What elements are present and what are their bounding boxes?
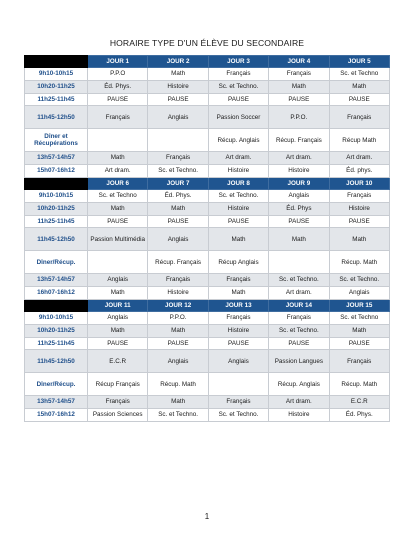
- subject-cell: PAUSE: [148, 337, 208, 350]
- day-header: JOUR 4: [269, 56, 329, 68]
- subject-cell: Français: [329, 106, 389, 129]
- time-slot-label: 9h10-10h15: [25, 311, 88, 324]
- table-row: [25, 202, 390, 215]
- subject-cell: Art dram.: [269, 396, 329, 409]
- table-row: [25, 106, 390, 129]
- subject-cell: Français: [208, 396, 268, 409]
- subject-cell: Math: [148, 396, 208, 409]
- subject-cell: Récup. Math: [148, 373, 208, 396]
- time-slot-label: 11h45-12h50: [25, 106, 88, 129]
- table-row: [25, 311, 390, 324]
- subject-cell: Histoire: [269, 165, 329, 178]
- subject-cell: Sc. et Techno: [329, 311, 389, 324]
- subject-cell: PAUSE: [329, 215, 389, 228]
- subject-cell: Art dram.: [269, 152, 329, 165]
- table-row: [25, 373, 390, 396]
- subject-cell: Art dram.: [269, 287, 329, 300]
- time-slot-label: 11h45-12h50: [25, 228, 88, 251]
- day-header: JOUR 10: [329, 177, 389, 189]
- table-row: [25, 274, 390, 287]
- subject-cell: Math: [148, 68, 208, 81]
- subject-cell: P.P.O: [88, 68, 148, 81]
- day-header: JOUR 8: [208, 177, 268, 189]
- subject-cell: Sc. et Techno.: [208, 189, 268, 202]
- table-row: [25, 409, 390, 422]
- header-corner-cell: [25, 299, 88, 311]
- subject-cell: PAUSE: [208, 93, 268, 106]
- subject-cell: Sc. et Techno.: [269, 274, 329, 287]
- subject-cell: E.C.R: [329, 396, 389, 409]
- subject-cell: P.P.O.: [148, 311, 208, 324]
- subject-cell: Math: [329, 228, 389, 251]
- subject-cell: Histoire: [329, 202, 389, 215]
- subject-cell: Sc. et Techno.: [148, 165, 208, 178]
- page-number: 1: [204, 512, 210, 521]
- subject-cell: Sc. et Techno.: [329, 274, 389, 287]
- subject-cell: Récup Anglais: [208, 251, 268, 274]
- time-slot-label: Dîner/Récup.: [25, 373, 88, 396]
- subject-cell: Sc. et Techno.: [269, 324, 329, 337]
- subject-cell: Français: [148, 274, 208, 287]
- subject-cell: Récup. Français: [269, 129, 329, 152]
- subject-cell: PAUSE: [269, 93, 329, 106]
- subject-cell: Histoire: [269, 409, 329, 422]
- time-slot-label: 11h25-11h45: [25, 337, 88, 350]
- subject-cell: Art dram.: [329, 152, 389, 165]
- subject-cell: Anglais: [88, 311, 148, 324]
- subject-cell: Histoire: [148, 80, 208, 93]
- subject-cell: PAUSE: [88, 337, 148, 350]
- subject-cell: Français: [269, 311, 329, 324]
- subject-cell: Anglais: [329, 287, 389, 300]
- subject-cell: Histoire: [208, 202, 268, 215]
- subject-cell: [269, 251, 329, 274]
- subject-cell: Math: [88, 324, 148, 337]
- day-header: JOUR 11: [88, 299, 148, 311]
- time-slot-label: Dîner/Récup.: [25, 251, 88, 274]
- subject-cell: PAUSE: [269, 215, 329, 228]
- time-slot-label: 9h10-10h15: [25, 68, 88, 81]
- subject-cell: Histoire: [208, 324, 268, 337]
- subject-cell: Français: [88, 396, 148, 409]
- table-row: [25, 228, 390, 251]
- table-row: [25, 350, 390, 373]
- time-slot-label: 11h25-11h45: [25, 215, 88, 228]
- subject-cell: PAUSE: [329, 93, 389, 106]
- day-header: JOUR 5: [329, 56, 389, 68]
- subject-cell: Récup Math: [329, 129, 389, 152]
- subject-cell: Anglais: [208, 350, 268, 373]
- time-slot-label: 10h20-11h25: [25, 80, 88, 93]
- time-slot-label: 9h10-10h15: [25, 189, 88, 202]
- subject-cell: Math: [148, 202, 208, 215]
- subject-cell: Math: [269, 80, 329, 93]
- subject-cell: Sc. et Techno: [88, 189, 148, 202]
- subject-cell: Math: [148, 324, 208, 337]
- subject-cell: Passion Sciences: [88, 409, 148, 422]
- subject-cell: Sc. et Techno.: [148, 409, 208, 422]
- subject-cell: Histoire: [148, 287, 208, 300]
- subject-cell: Français: [329, 350, 389, 373]
- table-row: [25, 80, 390, 93]
- subject-cell: Anglais: [148, 350, 208, 373]
- table-row: [25, 93, 390, 106]
- time-slot-label: 13h57-14h57: [25, 396, 88, 409]
- table-row: [25, 165, 390, 178]
- subject-cell: Anglais: [148, 228, 208, 251]
- subject-cell: Éd. Phys.: [148, 189, 208, 202]
- time-slot-label: 15h07-16h12: [25, 165, 88, 178]
- subject-cell: Anglais: [269, 189, 329, 202]
- time-slot-label: Dîner et Récupérations: [25, 129, 88, 152]
- header-corner-cell: [25, 177, 88, 189]
- subject-cell: Histoire: [208, 165, 268, 178]
- header-corner-cell: [25, 56, 88, 68]
- subject-cell: Récup. Math: [329, 251, 389, 274]
- subject-cell: Sc. et Techno: [329, 68, 389, 81]
- subject-cell: Math: [208, 287, 268, 300]
- subject-cell: Récup. Anglais: [208, 129, 268, 152]
- time-slot-label: 15h07-16h12: [25, 409, 88, 422]
- table-row: [25, 337, 390, 350]
- subject-cell: Anglais: [88, 274, 148, 287]
- subject-cell: Français: [208, 274, 268, 287]
- subject-cell: Français: [329, 189, 389, 202]
- day-header: JOUR 2: [148, 56, 208, 68]
- day-header: JOUR 9: [269, 177, 329, 189]
- subject-cell: Math: [208, 228, 268, 251]
- subject-cell: PAUSE: [208, 337, 268, 350]
- subject-cell: Passion Langues: [269, 350, 329, 373]
- page-title: HORAIRE TYPE D'UN ÉLÈVE DU SECONDAIRE: [109, 38, 305, 48]
- subject-cell: Math: [269, 228, 329, 251]
- table-row: [25, 129, 390, 152]
- subject-cell: Math: [329, 80, 389, 93]
- subject-cell: [148, 129, 208, 152]
- day-header: JOUR 6: [88, 177, 148, 189]
- time-slot-label: 10h20-11h25: [25, 202, 88, 215]
- subject-cell: Math: [329, 324, 389, 337]
- time-slot-label: 13h57-14h57: [25, 152, 88, 165]
- day-header-row: [25, 177, 390, 189]
- schedule-table: [24, 55, 390, 422]
- subject-cell: Français: [208, 68, 268, 81]
- time-slot-label: 10h20-11h25: [25, 324, 88, 337]
- subject-cell: Math: [88, 202, 148, 215]
- subject-cell: PAUSE: [148, 215, 208, 228]
- table-row: [25, 324, 390, 337]
- subject-cell: Éd. Phys.: [88, 80, 148, 93]
- subject-cell: Français: [269, 68, 329, 81]
- day-header-row: [25, 56, 390, 68]
- table-row: [25, 152, 390, 165]
- time-slot-label: 11h45-12h50: [25, 350, 88, 373]
- day-header: JOUR 14: [269, 299, 329, 311]
- subject-cell: Éd. Phys.: [329, 409, 389, 422]
- time-slot-label: 13h57-14h57: [25, 274, 88, 287]
- subject-cell: Français: [148, 152, 208, 165]
- day-header: JOUR 3: [208, 56, 268, 68]
- day-header: JOUR 12: [148, 299, 208, 311]
- day-header: JOUR 7: [148, 177, 208, 189]
- subject-cell: Français: [88, 106, 148, 129]
- subject-cell: PAUSE: [269, 337, 329, 350]
- subject-cell: PAUSE: [148, 93, 208, 106]
- time-slot-label: 11h25-11h45: [25, 93, 88, 106]
- subject-cell: PAUSE: [88, 93, 148, 106]
- subject-cell: Art dram.: [88, 165, 148, 178]
- subject-cell: Récup Français: [88, 373, 148, 396]
- day-header: JOUR 13: [208, 299, 268, 311]
- table-row: [25, 251, 390, 274]
- day-header: JOUR 1: [88, 56, 148, 68]
- subject-cell: Passion Soccer: [208, 106, 268, 129]
- subject-cell: Récup. Math: [329, 373, 389, 396]
- subject-cell: Anglais: [148, 106, 208, 129]
- table-row: [25, 189, 390, 202]
- table-row: [25, 215, 390, 228]
- subject-cell: Éd. Phys: [269, 202, 329, 215]
- subject-cell: Math: [88, 152, 148, 165]
- subject-cell: [88, 251, 148, 274]
- table-row: [25, 68, 390, 81]
- day-header: JOUR 15: [329, 299, 389, 311]
- time-slot-label: 16h07-16h12: [25, 287, 88, 300]
- subject-cell: Sc. et Techno.: [208, 409, 268, 422]
- subject-cell: Sc. et Techno.: [208, 80, 268, 93]
- subject-cell: Éd. phys.: [329, 165, 389, 178]
- subject-cell: PAUSE: [329, 337, 389, 350]
- subject-cell: Math: [88, 287, 148, 300]
- subject-cell: [88, 129, 148, 152]
- subject-cell: Passion Multimédia: [88, 228, 148, 251]
- table-row: [25, 287, 390, 300]
- subject-cell: E.C.R: [88, 350, 148, 373]
- subject-cell: [208, 373, 268, 396]
- subject-cell: Récup. Français: [148, 251, 208, 274]
- subject-cell: P.P.O.: [269, 106, 329, 129]
- subject-cell: PAUSE: [208, 215, 268, 228]
- subject-cell: Récup. Anglais: [269, 373, 329, 396]
- subject-cell: Art dram.: [208, 152, 268, 165]
- subject-cell: PAUSE: [88, 215, 148, 228]
- table-row: [25, 396, 390, 409]
- subject-cell: Français: [208, 311, 268, 324]
- day-header-row: [25, 299, 390, 311]
